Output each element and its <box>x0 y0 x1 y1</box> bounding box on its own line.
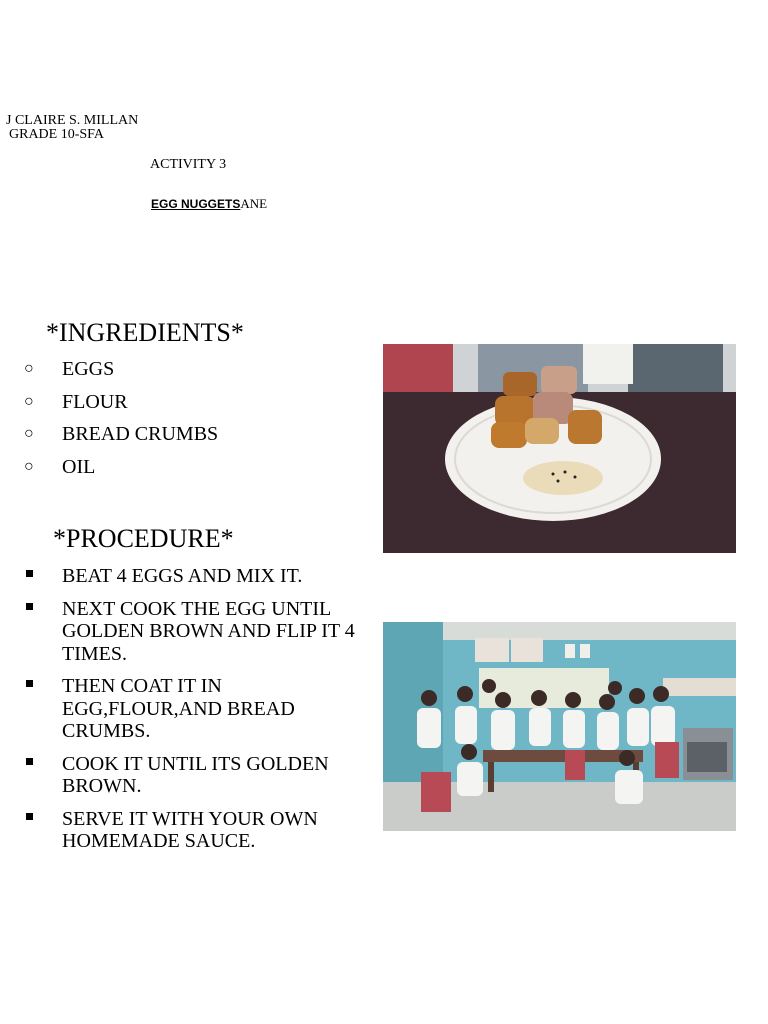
student-grade: GRADE 10-SFA <box>9 127 105 142</box>
ingredient-label: BREAD CRUMBS <box>62 423 219 445</box>
procedure-step <box>24 753 364 798</box>
procedure-step-text: NEXT COOK THE EGG UNTIL GOLDEN BROWN AND FLIP IT 4 TIMES. <box>62 597 355 665</box>
students-group-photo <box>383 622 736 831</box>
student-name: J CLAIRE S. MILLAN <box>6 113 139 128</box>
procedure-step-text: BEAT 4 EGGS AND MIX IT. <box>62 565 303 587</box>
procedure-step <box>24 675 364 743</box>
recipe-title-suffix: ANE <box>240 196 268 211</box>
square-bullet-icon <box>26 813 33 820</box>
circle-bullet-icon: ○ <box>24 392 34 410</box>
egg-nuggets-plate-photo <box>383 344 736 553</box>
procedure-step-text: COOK IT UNTIL ITS GOLDEN BROWN. <box>62 752 329 797</box>
procedure-step-text: THEN COAT IT IN EGG,FLOUR,AND BREAD CRUMBS. <box>62 675 295 742</box>
procedure-list <box>24 565 364 863</box>
procedure-step <box>24 808 364 853</box>
ingredients-heading: *INGREDIENTS* <box>46 318 244 347</box>
circle-bullet-icon: ○ <box>24 360 34 377</box>
ingredient-label: OIL <box>62 455 96 478</box>
square-bullet-icon <box>26 680 33 687</box>
procedure-step <box>24 598 364 666</box>
recipe-title <box>151 196 267 212</box>
procedure-step <box>24 565 364 588</box>
circle-bullet-icon: ○ <box>24 457 34 475</box>
recipe-title-bold: EGG NUGGETS <box>151 197 241 211</box>
square-bullet-icon <box>26 603 33 610</box>
activity-label: ACTIVITY 3 <box>150 157 227 172</box>
ingredient-label: EGGS <box>62 358 115 380</box>
square-bullet-icon <box>26 570 33 577</box>
circle-bullet-icon: ○ <box>24 425 34 442</box>
procedure-heading: *PROCEDURE* <box>53 524 234 553</box>
procedure-step-text: SERVE IT WITH YOUR OWN HOMEMADE SAUCE. <box>62 807 318 852</box>
ingredient-label: FLOUR <box>62 390 128 413</box>
square-bullet-icon <box>26 758 33 765</box>
